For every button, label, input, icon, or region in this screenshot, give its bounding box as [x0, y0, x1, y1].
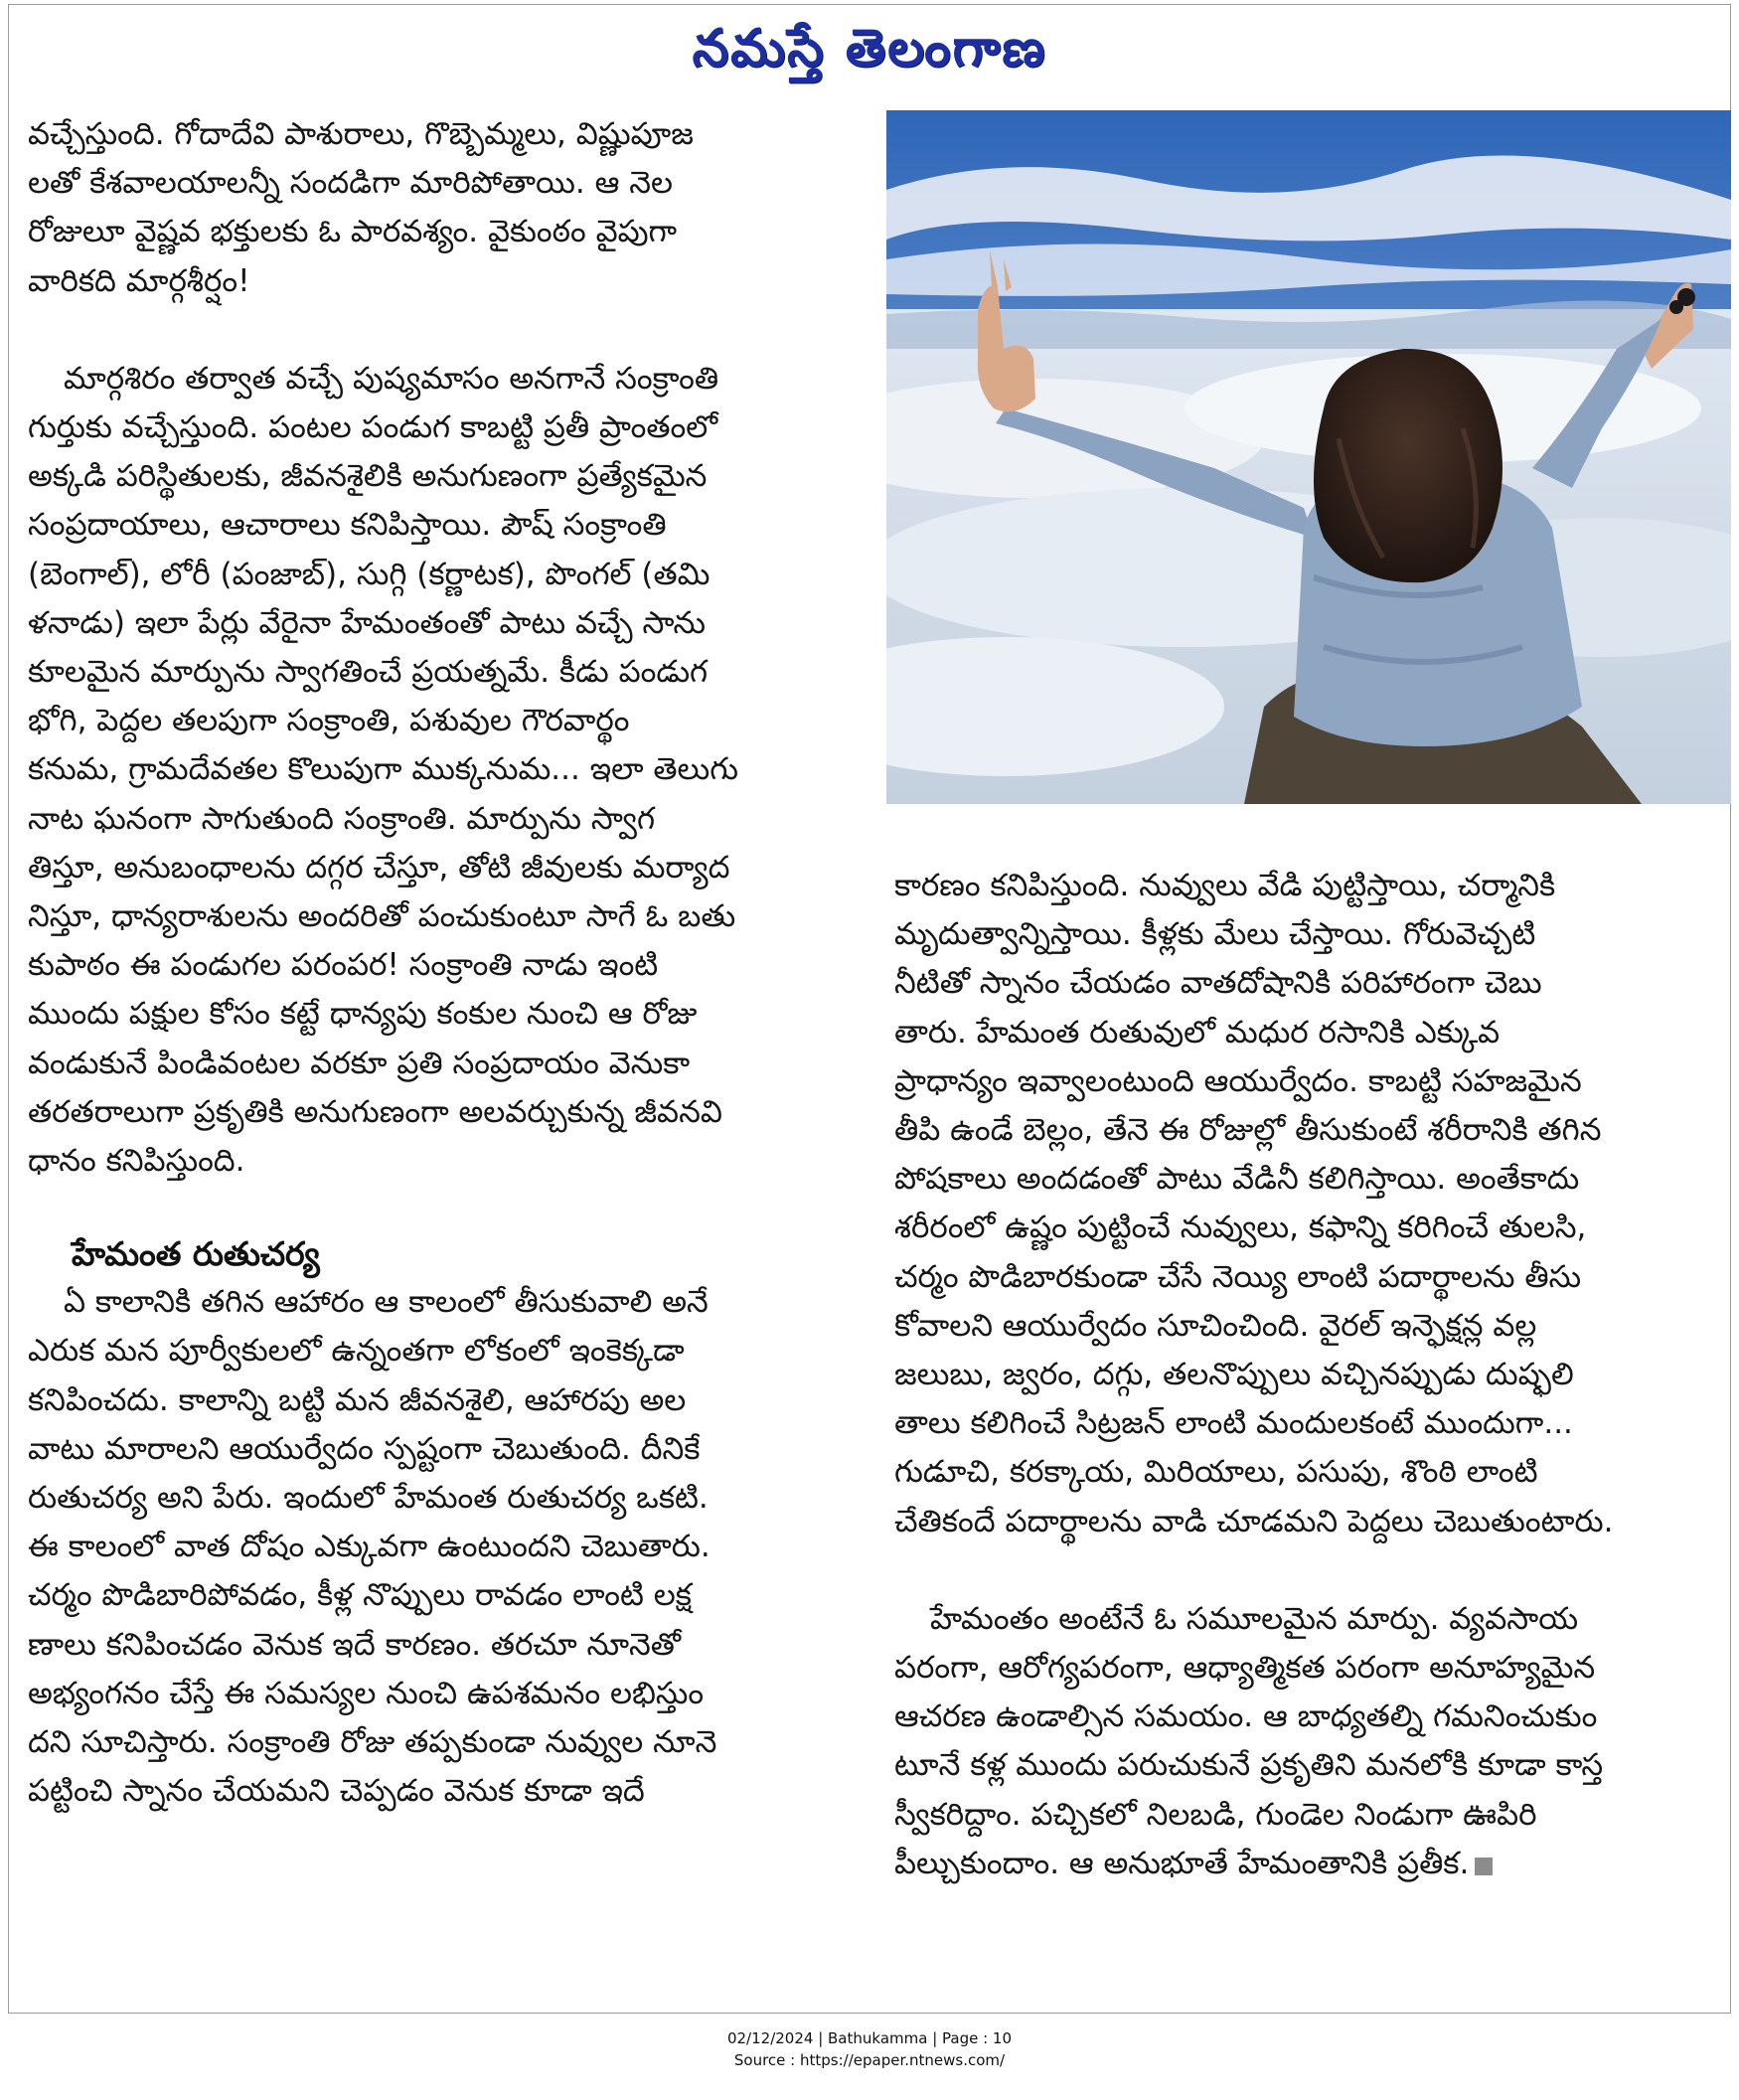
- text-line: కనిపించదు. కాలాన్ని బట్టి మన జీవనశైలి, ఆహారపు అల: [28, 1381, 687, 1418]
- text-line: ఆచరణ ఉండాల్సిన సమయం. ఆ బాధ్యతల్ని గమనించుకుం: [894, 1698, 1598, 1735]
- end-of-article-square-icon: [1475, 1858, 1493, 1875]
- text-line: తరతరాలుగా ప్రకృతికి అనుగుణంగా అలవర్చుకున్న జీవనవి: [28, 1093, 722, 1130]
- text-line: స్వీకరిద్దాం. పచ్చికలో నిలబడి, గుండెల నిండుగా ఊపిరి: [894, 1796, 1537, 1833]
- text-line: కారణం కనిపిస్తుంది. నువ్వులు వేడి పుట్టిస్తాయి, చర్మానికి: [894, 868, 1556, 903]
- text-line: గుడూచి, కరక్కాయ, మిరియాలు, పసుపు, శొంఠి లాంటి: [894, 1454, 1538, 1491]
- newspaper-page: [8, 4, 1731, 2014]
- text-line: నాట ఘనంగా సాగుతుంది సంక్రాంతి. మార్పును స్వాగ: [28, 800, 656, 837]
- text-line: కూలమైన మార్పును స్వాగతించే ప్రయత్నమే. కీడు పండుగ: [28, 654, 709, 691]
- text-line: టూనే కళ్ల ముందు పరుచుకునే ప్రకృతిని మనలోకి కూడా కాస్త: [894, 1747, 1604, 1784]
- text-line: చేతికందే పదార్థాలను వాడి చూడమని పెద్దలు చెబుతుంటారు.: [894, 1503, 1614, 1539]
- text-line: తిస్తూ, అనుబంధాలను దగ్గర చేస్తూ, తోటి జీవులకు మర్యాద: [28, 849, 730, 886]
- text-line: సంప్రదాయాలు, ఆచారాలు కనిపిస్తాయి. పౌష్ సంక్రాంతి: [28, 507, 667, 544]
- text-line: వారికది మార్గశీర్షం!: [28, 262, 250, 299]
- woman-above-clouds-photo: [886, 110, 1731, 804]
- text-line: తారు. హేమంత రుతువులో మధుర రసానికి ఎక్కువ: [894, 1014, 1501, 1050]
- left-paragraph-1: [28, 110, 837, 306]
- section-heading: హేమంత రుతుచర్య: [72, 1234, 320, 1274]
- footer-source: Source : https://epaper.ntnews.com/: [733, 2051, 1006, 2069]
- text-line: పట్టించి స్నానం చేయమని చెప్పడం వెనుక కూడా ఇదే: [28, 1773, 645, 1810]
- text-line: చర్మం పొడిబారకుండా చేసే నెయ్యి లాంటి పదార్థాలను తీసు: [894, 1258, 1582, 1295]
- text-line: దని సూచిస్తారు. సంక్రాంతి రోజు తప్పకుండా నువ్వుల నూనె: [28, 1724, 717, 1761]
- text-line: ప్రాధాన్యం ఇవ్వాలంటుంది ఆయుర్వేదం. కాబట్టి సహజమైన: [894, 1062, 1582, 1099]
- left-column: [28, 110, 837, 1999]
- text-line: లతో కేశవాలయాలన్నీ సందడిగా మారిపోతాయి. ఆ నెల: [28, 165, 673, 202]
- text-line: ఎరుక మన పూర్వీకులలో ఉన్నంతగా లోకంలో ఇంకెక్కడా: [28, 1333, 685, 1370]
- text-line: తాలు కలిగించే సిట్రజన్ లాంటి మందులకంటే ముందుగా...: [894, 1405, 1573, 1442]
- text-line: ముందు పక్షుల కోసం కట్టే ధాన్యపు కంకుల నుంచి ఆ రోజు: [28, 996, 698, 1033]
- text-line: మార్గశిరం తర్వాత వచ్చే పుష్యమాసం అనగానే సంక్రాంతి: [64, 360, 719, 397]
- text-line: ళనాడు) ఇలా పేర్లు వేరైనా హేమంతంతో పాటు వచ్చే సాను: [28, 604, 706, 641]
- text-line: భోగి, పెద్దల తలపుగా సంక్రాంతి, పశువుల గౌరవార్థం: [28, 703, 630, 739]
- text-line: కోవాలని ఆయుర్వేదం సూచించింది. వైరల్ ఇన్ఫెక్షన్ల వల్ల: [894, 1307, 1537, 1344]
- text-line: తీపి ఉండే బెల్లం, తేనె ఈ రోజుల్లో తీసుకుంటే శరీరానికి తగిన: [894, 1112, 1602, 1149]
- text-line: పరంగా, ఆరోగ్యపరంగా, ఆధ్యాత్మికత పరంగా అనూహ్యమైన: [894, 1650, 1596, 1687]
- text-line: ధానం కనిపిస్తుంది.: [28, 1143, 245, 1180]
- text-line: మృదుత్వాన్నిస్తాయి. కీళ్లకు మేలు చేస్తాయి. గోరువెచ్చటి: [894, 916, 1536, 953]
- text-line: (బెంగాల్), లోరీ (పంజాబ్), సుగ్గి (కర్ణాటక), పొంగల్ (తమి: [28, 556, 711, 592]
- text-line: రుతుచర్య అని పేరు. ఇందులో హేమంత రుతుచర్య ఒకటి.: [28, 1480, 709, 1517]
- article-photo: [886, 110, 1731, 804]
- text-line: [894, 1840, 1709, 1888]
- text-line: జలుబు, జ్వరం, దగ్గు, తలనొప్పులు వచ్చినప్పుడు దుష్ఫలి: [894, 1357, 1574, 1393]
- footer-date-page: 02/12/2024 | Bathukamma | Page : 10: [726, 2029, 1013, 2047]
- text-line: వచ్చేస్తుంది. గోదాదేవి పాశురాలు, గొబ్బెమ్మలు, విష్ణుపూజ: [28, 116, 694, 152]
- text-line: వాటు మారాలని ఆయుర్వేదం స్పష్టంగా చెబుతుంది. దీనికే: [28, 1430, 701, 1467]
- text-line: కనుమ, గ్రామదేవతల కొలుపుగా ముక్కనుమ... ఇలా తెలుగు: [28, 751, 739, 788]
- text-line: శరీరంలో ఉష్ణం పుట్టించే నువ్వులు, కఫాన్ని కరిగించే తులసి,: [894, 1210, 1587, 1246]
- last-line-text: పీల్చుకుందాం. ఆ అనుభూతే హేమంతానికి ప్రతీక.: [894, 1845, 1470, 1881]
- text-line: అభ్యంగనం చేస్తే ఈ సమస్యల నుంచి ఉపశమనం లభిస్తుం: [28, 1675, 705, 1711]
- text-line: నీటితో స్నానం చేయడం వాతదోషానికి పరిహారంగా చెబు: [894, 965, 1542, 1002]
- text-line: పోషకాలు అందడంతో పాటు వేడినీ కలిగిస్తాయి. అంతేకాదు: [894, 1161, 1580, 1198]
- right-column: [894, 862, 1709, 2005]
- text-line: చర్మం పొడిబారిపోవడం, కీళ్ల నొప్పులు రావడం లాంటి లక్ష: [28, 1577, 692, 1614]
- left-paragraph-2: [28, 355, 837, 1186]
- text-line: వండుకునే పిండివంటల వరకూ ప్రతి సంప్రదాయం వెనుకా: [28, 1045, 691, 1081]
- right-paragraph-2: [894, 1595, 1709, 1888]
- right-paragraph-1: [894, 862, 1709, 1546]
- text-line: హేమంతం అంటేనే ఓ సమూలమైన మార్పు. వ్యవసాయ: [930, 1600, 1579, 1637]
- text-line: కుపాఠం ఈ పండుగల పరంపర! సంక్రాంతి నాడు ఇంటి: [28, 947, 659, 984]
- text-line: ఈ కాలంలో వాత దోషం ఎక్కువగా ఉంటుందని చెబుతారు.: [28, 1529, 711, 1565]
- masthead-logo: నమస్తే తెలంగాణ: [692, 18, 1047, 79]
- text-line: రోజులూ వైష్ణవ భక్తులకు ఓ పారవశ్యం. వైకుంఠం వైపుగా: [28, 214, 678, 250]
- text-line: ణాలు కనిపించడం వెనుక ఇదే కారణం. తరచూ నూనెతో: [28, 1626, 682, 1663]
- text-line: నిస్తూ, ధాన్యరాశులను అందరితో పంచుకుంటూ సాగే ఓ బతు: [28, 898, 736, 935]
- text-line: అక్కడి పరిస్థితులకు, జీవనశైలికి అనుగుణంగా ప్రత్యేకమైన: [28, 458, 708, 495]
- left-section-paragraph: [28, 1278, 837, 1816]
- page-footer: [0, 2027, 1739, 2071]
- text-line: ఏ కాలానికి తగిన ఆహారం ఆ కాలంలో తీసుకువాలి అనే: [64, 1284, 709, 1321]
- text-line: గుర్తుకు వచ్చేస్తుంది. పంటల పండుగ కాబట్టి ప్రతీ ప్రాంతంలో: [28, 409, 718, 446]
